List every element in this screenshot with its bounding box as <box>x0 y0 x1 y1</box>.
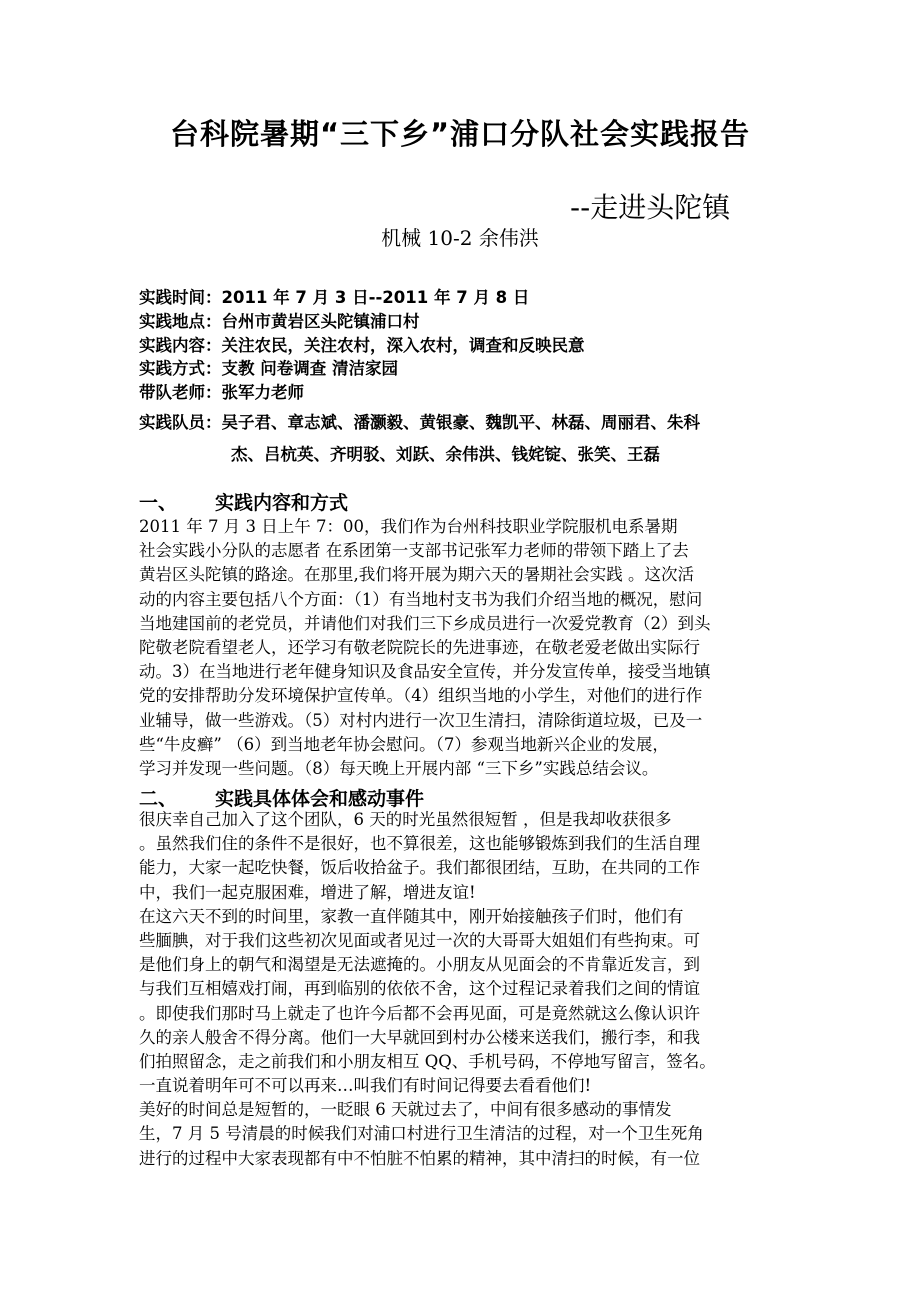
info-method <box>139 357 799 381</box>
paragraph-line: 党的安排帮助分发环境保护宣传单。（4）组织当地的小学生，对他们的进行作 <box>139 686 703 706</box>
paragraph-line: 美好的时间总是短暂的，一眨眼 6 天就过去了，中间有很多感动的事情发 <box>139 1100 672 1120</box>
info-teacher <box>139 381 799 405</box>
info-value: 吴子君、章志斌、潘灏毅、黄银豪、魏凯平、林磊、周丽君、朱科 <box>221 412 700 432</box>
report-subtitle: --走进头陀镇 <box>570 191 731 224</box>
info-members <box>139 411 799 435</box>
paragraph-line: 在这六天不到的时间里，家教一直伴随其中，刚开始接触孩子们时，他们有 <box>139 906 684 926</box>
info-value: 台州市黄岩区头陀镇浦口村 <box>221 311 420 331</box>
paragraph-line: 动。3）在当地进行老年健身知识及食品安全宣传，并分发宣传单，接受当地镇 <box>139 662 711 682</box>
paragraph-line: 业辅导，做一些游戏。（5）对村内进行一次卫生清扫，清除街道垃圾，已及一 <box>139 710 703 730</box>
paragraph-line: 社会实践小分队的志愿者 在系团第一支部书记张军力老师的带领下踏上了去 <box>139 541 689 561</box>
paragraph-line: 们拍照留念，走之前我们和小朋友相互 QQ、手机号码，不停地写留言，签名。 <box>139 1051 716 1071</box>
info-members-continued: 杰、吕杭英、齐明驳、刘跃、余伟洪、钱姹锭、张笑、王磊 <box>231 444 660 464</box>
paragraph-line: 些腼腆，对于我们这些初次见面或者见过一次的大哥哥大姐姐们有些拘束。可 <box>139 930 700 950</box>
section-heading-1 <box>139 488 348 515</box>
section-body-2 <box>139 808 784 1171</box>
paragraph-line: 动的内容主要包括八个方面：（1）有当地村支书为我们介绍当地的概况，慰问 <box>139 589 703 609</box>
section-number: 二、 <box>139 788 178 810</box>
info-label: 实践地点： <box>139 311 222 331</box>
info-value: 关注农民，关注农村，深入农村，调查和反映民意 <box>221 335 585 355</box>
section-number: 一、 <box>139 492 178 514</box>
paragraph-line: 与我们互相嬉戏打闹，再到临别的依依不舍，这个过程记录着我们之间的情谊 <box>139 979 700 999</box>
section-title: 实践具体体会和感动事件 <box>215 788 425 810</box>
info-label: 带队老师： <box>139 383 222 403</box>
section-title: 实践内容和方式 <box>215 492 349 514</box>
paragraph-line: 学习并发现一些问题。（8）每天晚上开展内部 “三下乡”实践总结会议。 <box>139 758 659 778</box>
paragraph-line: 黄岩区头陀镇的路途。在那里,我们将开展为期六天的暑期社会实践 。这次活 <box>139 565 694 585</box>
paragraph-line: 生，7 月 5 号清晨的时候我们对浦口村进行卫生清洁的过程，对一个卫生死角 <box>139 1124 704 1144</box>
info-content <box>139 334 799 358</box>
report-title: 台科院暑期“三下乡”浦口分队社会实践报告 <box>169 117 751 151</box>
paragraph-line: 中，我们一起克服困难，增进了解，增进友谊! <box>139 882 476 902</box>
info-place <box>139 310 799 334</box>
report-author: 机械 10-2 余伟洪 <box>381 226 539 250</box>
paragraph-line: 些“牛皮癣” （6）到当地老年协会慰问。（7）参观当地新兴企业的发展， <box>139 734 669 754</box>
paragraph-line: 能力，大家一起吃快餐，饭后收拾盆子。我们都很团结，互助，在共同的工作 <box>139 858 700 878</box>
info-value: 张军力老师 <box>221 383 304 403</box>
paragraph-line: 是他们身上的朝气和渴望是无法遮掩的。小朋友从见面会的不肯靠近发言，到 <box>139 955 700 975</box>
paragraph-line: 。虽然我们住的条件不是很好，也不算很差，这也能够锻炼到我们的生活自理 <box>139 834 700 854</box>
paragraph-line: 陀敬老院看望老人，还学习有敬老院院长的先进事迹，在敬老爱老做出实际行 <box>139 637 700 657</box>
paragraph-line: 一直说着明年可不可以再来…叫我们有时间记得要去看看他们! <box>139 1076 592 1096</box>
info-block <box>139 286 799 467</box>
info-label: 实践时间： <box>139 288 222 307</box>
info-label: 实践内容： <box>139 335 222 355</box>
info-time <box>139 286 799 310</box>
section-body-1 <box>139 515 784 781</box>
info-label: 实践队员： <box>139 412 222 432</box>
section-heading-2 <box>139 784 424 811</box>
paragraph-line: 进行的过程中大家表现都有中不怕脏不怕累的精神，其中清扫的时候，有一位 <box>139 1148 700 1168</box>
info-label: 实践方式： <box>139 359 222 379</box>
info-value: 2011 年 7 月 3 日--2011 年 7 月 8 日 <box>221 288 530 307</box>
paragraph-line: 久的亲人般舍不得分离。他们一大早就回到村办公楼来送我们，搬行李，和我 <box>139 1027 700 1047</box>
paragraph-line: 很庆幸自己加入了这个团队，6 天的时光虽然很短暂 ，但是我却收获很多 <box>139 810 672 829</box>
paragraph-line: 。即使我们那时马上就走了也许今后都不会再见面，可是竟然就这么像认识许 <box>139 1003 700 1023</box>
paragraph-line: 2011 年 7 月 3 日上午 7：00，我们作为台州科技职业学院服机电系暑期 <box>139 517 678 536</box>
info-value: 支教 问卷调查 清洁家园 <box>221 359 398 379</box>
paragraph-line: 当地建国前的老党员，并请他们对我们三下乡成员进行一次爱党教育（2）到头 <box>139 613 711 633</box>
